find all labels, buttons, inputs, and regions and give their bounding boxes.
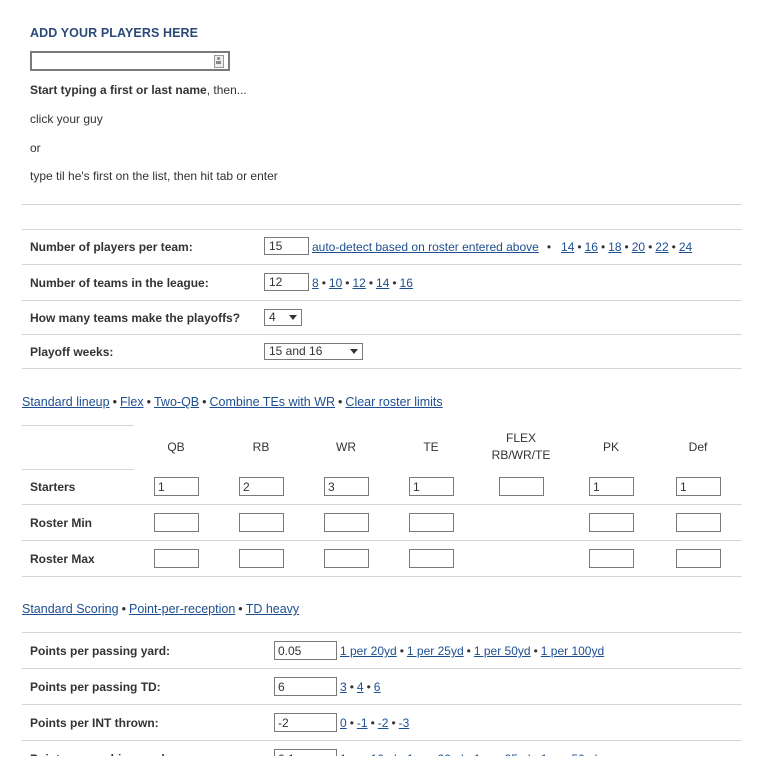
hint-line-1-rest: , then... bbox=[206, 83, 247, 97]
separator-dot: • bbox=[146, 395, 151, 409]
players-per-team-input[interactable] bbox=[264, 237, 309, 255]
page-title: ADD YOUR PLAYERS HERE bbox=[30, 26, 199, 40]
starters-def-input[interactable] bbox=[676, 477, 721, 496]
roster-max-wr-input[interactable] bbox=[324, 549, 369, 568]
separator-dot: • bbox=[546, 240, 552, 254]
separator-dot: • bbox=[202, 395, 207, 409]
int-option-minus-1[interactable]: -1 bbox=[356, 716, 368, 730]
separator-dot: • bbox=[349, 680, 354, 694]
chevron-down-icon bbox=[289, 315, 297, 320]
divider bbox=[22, 668, 742, 669]
td-heavy-link[interactable]: TD heavy bbox=[245, 602, 300, 616]
teams-option-14[interactable]: 14 bbox=[376, 276, 390, 290]
hint-line-1 bbox=[30, 83, 247, 97]
separator-dot: • bbox=[338, 395, 343, 409]
roster-max-te-input[interactable] bbox=[409, 549, 454, 568]
clipped-row-container bbox=[0, 741, 769, 756]
roster-min-def-input[interactable] bbox=[676, 513, 721, 532]
roster-min-label: Roster Min bbox=[30, 516, 93, 530]
lineup-presets bbox=[22, 395, 443, 409]
divider bbox=[22, 469, 134, 470]
separator-dot: • bbox=[600, 240, 606, 254]
starters-te-input[interactable] bbox=[409, 477, 454, 496]
int-thrown-input[interactable] bbox=[274, 713, 337, 732]
col-header-rb: RB bbox=[252, 440, 270, 454]
col-header-te: TE bbox=[423, 440, 439, 454]
clear-roster-limits-link[interactable]: Clear roster limits bbox=[345, 395, 443, 409]
passing-yard-option-1[interactable]: 1 per 20yd bbox=[340, 644, 397, 658]
separator-dot: • bbox=[321, 276, 326, 290]
divider bbox=[22, 504, 742, 505]
separator-dot: • bbox=[392, 276, 397, 290]
separator-dot: • bbox=[671, 240, 676, 254]
passing-td-input[interactable] bbox=[274, 677, 337, 696]
passing-yard-option-4[interactable]: 1 per 100yd bbox=[540, 644, 605, 658]
int-option-0[interactable]: 0 bbox=[340, 716, 347, 730]
col-header-flex-line2: RB/WR/TE bbox=[491, 448, 551, 462]
ppr-link[interactable]: Point-per-reception bbox=[128, 602, 236, 616]
passing-yard-label: Points per passing yard: bbox=[30, 644, 171, 658]
col-header-wr: WR bbox=[336, 440, 356, 454]
roster-max-pk-input[interactable] bbox=[589, 549, 634, 568]
roster-max-label: Roster Max bbox=[30, 552, 95, 566]
starters-wr-input[interactable] bbox=[324, 477, 369, 496]
starters-pk-input[interactable] bbox=[589, 477, 634, 496]
combine-tes-link[interactable]: Combine TEs with WR bbox=[209, 395, 336, 409]
separator-dot: • bbox=[399, 644, 404, 658]
hint-line-4: type til he's first on the list, then hit tab or enter bbox=[30, 169, 278, 183]
separator-dot: • bbox=[121, 602, 126, 616]
player-search-input[interactable] bbox=[35, 54, 205, 68]
roster-min-rb-input[interactable] bbox=[239, 513, 284, 532]
separator-dot: • bbox=[366, 680, 371, 694]
separator-dot: • bbox=[533, 644, 538, 658]
players-per-team-links bbox=[312, 240, 692, 254]
roster-max-def-input[interactable] bbox=[676, 549, 721, 568]
standard-scoring-link[interactable]: Standard Scoring bbox=[22, 602, 119, 616]
passing-yard-option-3[interactable]: 1 per 50yd bbox=[473, 644, 531, 658]
divider bbox=[22, 264, 742, 265]
teams-option-12[interactable]: 12 bbox=[352, 276, 366, 290]
divider bbox=[22, 368, 742, 369]
separator-dot: • bbox=[391, 716, 396, 730]
playoff-weeks-label: Playoff weeks: bbox=[30, 345, 114, 359]
divider bbox=[22, 576, 742, 577]
divider bbox=[22, 632, 742, 633]
passing-td-option-3[interactable]: 3 bbox=[340, 680, 347, 694]
starters-rb-input[interactable] bbox=[239, 477, 284, 496]
separator-dot: • bbox=[238, 602, 243, 616]
col-header-qb: QB bbox=[167, 440, 185, 454]
divider bbox=[22, 300, 742, 301]
playoff-teams-value: 4 bbox=[269, 310, 276, 324]
separator-dot: • bbox=[112, 395, 117, 409]
teams-option-16[interactable]: 16 bbox=[399, 276, 413, 290]
passing-td-option-4[interactable]: 4 bbox=[356, 680, 364, 694]
roster-min-wr-input[interactable] bbox=[324, 513, 369, 532]
int-option-minus-2[interactable]: -2 bbox=[377, 716, 389, 730]
players-option-24[interactable]: 24 bbox=[678, 240, 693, 254]
int-thrown-links bbox=[340, 716, 409, 730]
auto-detect-link[interactable]: auto-detect based on roster entered above bbox=[312, 240, 539, 254]
hint-line-3: or bbox=[30, 141, 41, 155]
roster-min-te-input[interactable] bbox=[409, 513, 454, 532]
player-search-box[interactable] bbox=[30, 51, 230, 71]
passing-yard-input[interactable] bbox=[274, 641, 337, 660]
passing-td-label: Points per passing TD: bbox=[30, 680, 161, 694]
two-qb-link[interactable]: Two-QB bbox=[153, 395, 200, 409]
players-option-16[interactable]: 16 bbox=[584, 240, 598, 254]
teams-label: Number of teams in the league: bbox=[30, 276, 209, 290]
col-header-flex-line1: FLEX bbox=[505, 431, 536, 445]
playoff-weeks-value: 15 and 16 bbox=[269, 344, 323, 358]
passing-yard-links bbox=[340, 644, 604, 658]
divider bbox=[22, 204, 742, 205]
players-option-22[interactable]: 22 bbox=[655, 240, 669, 254]
roster-max-rb-input[interactable] bbox=[239, 549, 284, 568]
col-header-def: Def bbox=[688, 440, 708, 454]
roster-max-qb-input[interactable] bbox=[154, 549, 199, 568]
col-header-pk: PK bbox=[602, 440, 619, 454]
passing-yard-option-2[interactable]: 1 per 25yd bbox=[406, 644, 464, 658]
int-thrown-label: Points per INT thrown: bbox=[30, 716, 159, 730]
separator-dot: • bbox=[370, 716, 375, 730]
teams-input[interactable] bbox=[264, 273, 309, 291]
int-option-minus-3[interactable]: -3 bbox=[398, 716, 410, 730]
passing-td-links bbox=[340, 680, 380, 694]
separator-dot: • bbox=[349, 716, 354, 730]
players-option-18[interactable]: 18 bbox=[608, 240, 622, 254]
separator-dot: • bbox=[648, 240, 653, 254]
col-header-flex bbox=[481, 430, 561, 464]
players-option-14[interactable]: 14 bbox=[561, 240, 575, 254]
players-per-team-label: Number of players per team: bbox=[30, 240, 193, 254]
players-option-20[interactable]: 20 bbox=[631, 240, 646, 254]
scoring-presets bbox=[22, 602, 299, 616]
starters-label: Starters bbox=[30, 480, 76, 494]
separator-dot: • bbox=[577, 240, 582, 254]
roster-min-pk-input[interactable] bbox=[589, 513, 634, 532]
divider bbox=[22, 229, 742, 230]
hint-line-2: click your guy bbox=[30, 112, 103, 126]
starters-flex-input[interactable] bbox=[499, 477, 544, 496]
page-bottom-fill bbox=[0, 756, 769, 771]
teams-option-8[interactable]: 8 bbox=[312, 276, 319, 290]
playoff-teams-select[interactable] bbox=[264, 309, 302, 326]
passing-td-option-6[interactable]: 6 bbox=[373, 680, 381, 694]
teams-links bbox=[312, 276, 413, 290]
teams-option-10[interactable]: 10 bbox=[328, 276, 343, 290]
hint-line-1-bold: Start typing a first or last name bbox=[30, 83, 207, 97]
divider bbox=[22, 704, 742, 705]
divider bbox=[22, 425, 134, 426]
flex-link[interactable]: Flex bbox=[119, 395, 144, 409]
roster-min-qb-input[interactable] bbox=[154, 513, 199, 532]
divider bbox=[22, 334, 742, 335]
divider bbox=[22, 540, 742, 541]
separator-dot: • bbox=[368, 276, 374, 290]
standard-lineup-link[interactable]: Standard lineup bbox=[22, 395, 110, 409]
separator-dot: • bbox=[466, 644, 471, 658]
starters-qb-input[interactable] bbox=[154, 477, 199, 496]
separator-dot: • bbox=[624, 240, 629, 254]
contact-card-icon[interactable] bbox=[214, 55, 224, 68]
playoff-teams-label: How many teams make the playoffs? bbox=[30, 311, 241, 325]
separator-dot: • bbox=[345, 276, 350, 290]
chevron-down-icon bbox=[350, 349, 358, 354]
playoff-weeks-select[interactable] bbox=[264, 343, 363, 360]
